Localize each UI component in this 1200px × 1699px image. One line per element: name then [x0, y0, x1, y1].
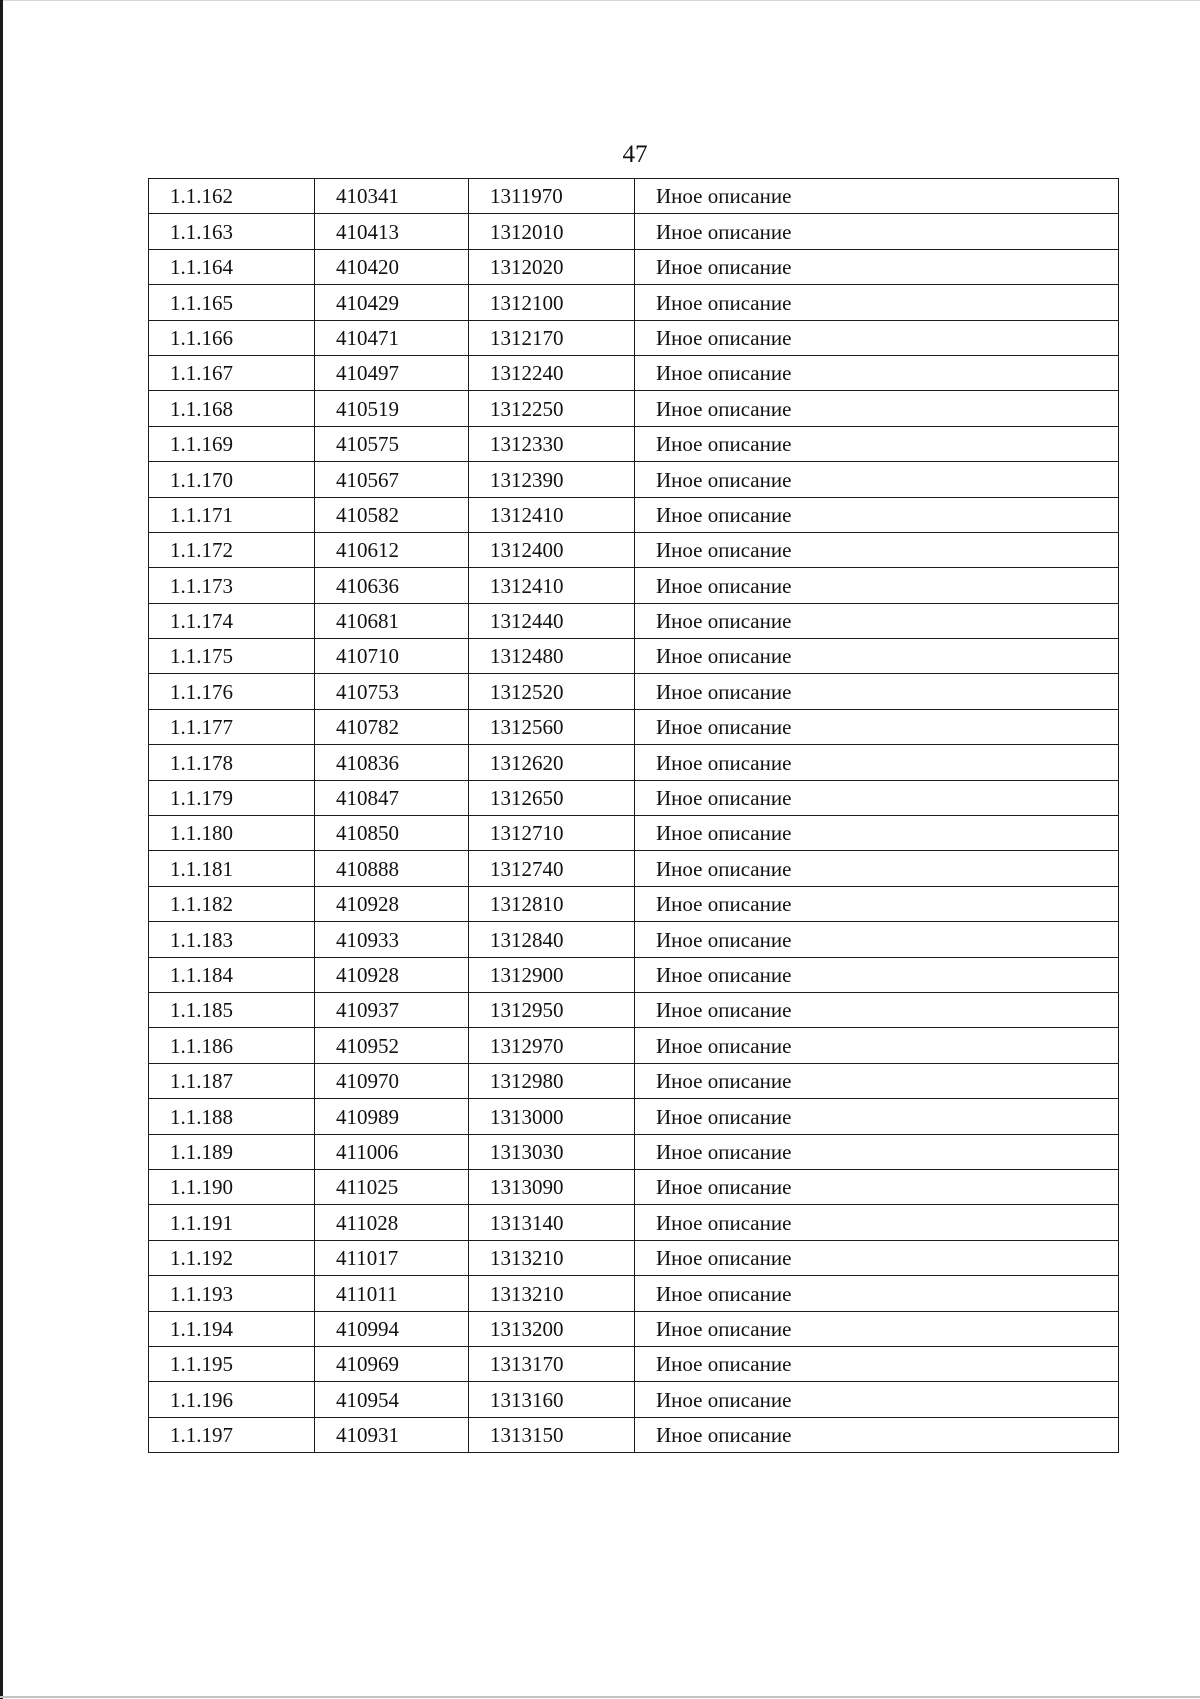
row-number-cell: 1.1.167 — [149, 355, 315, 390]
description-cell: Иное описание — [635, 780, 1119, 815]
row-number-cell: 1.1.176 — [149, 674, 315, 709]
table-row — [149, 1063, 1119, 1098]
x-coordinate-cell: 411025 — [315, 1169, 469, 1204]
row-number-cell: 1.1.163 — [149, 214, 315, 249]
x-coordinate-cell: 411011 — [315, 1276, 469, 1311]
x-coordinate-cell: 410519 — [315, 391, 469, 426]
table-row — [149, 780, 1119, 815]
y-coordinate-cell: 1313090 — [469, 1169, 635, 1204]
description-cell: Иное описание — [635, 249, 1119, 284]
row-number-cell: 1.1.182 — [149, 886, 315, 921]
row-number-cell: 1.1.187 — [149, 1063, 315, 1098]
y-coordinate-cell: 1312560 — [469, 709, 635, 744]
table-row — [149, 816, 1119, 851]
description-cell: Иное описание — [635, 674, 1119, 709]
table-row — [149, 1028, 1119, 1063]
row-number-cell: 1.1.165 — [149, 285, 315, 320]
row-number-cell: 1.1.190 — [149, 1169, 315, 1204]
x-coordinate-cell: 410420 — [315, 249, 469, 284]
y-coordinate-cell: 1312020 — [469, 249, 635, 284]
description-cell: Иное описание — [635, 745, 1119, 780]
row-number-cell: 1.1.197 — [149, 1417, 315, 1452]
table-row — [149, 639, 1119, 674]
x-coordinate-cell: 411006 — [315, 1134, 469, 1169]
table-row — [149, 1346, 1119, 1381]
y-coordinate-cell: 1312980 — [469, 1063, 635, 1098]
row-number-cell: 1.1.192 — [149, 1240, 315, 1275]
y-coordinate-cell: 1312410 — [469, 568, 635, 603]
description-cell: Иное описание — [635, 1099, 1119, 1134]
x-coordinate-cell: 410954 — [315, 1382, 469, 1417]
description-cell: Иное описание — [635, 1346, 1119, 1381]
row-number-cell: 1.1.175 — [149, 639, 315, 674]
table-row — [149, 179, 1119, 214]
table-row — [149, 922, 1119, 957]
row-number-cell: 1.1.189 — [149, 1134, 315, 1169]
description-cell: Иное описание — [635, 851, 1119, 886]
row-number-cell: 1.1.172 — [149, 532, 315, 567]
description-cell: Иное описание — [635, 1134, 1119, 1169]
y-coordinate-cell: 1312950 — [469, 992, 635, 1027]
y-coordinate-cell: 1312710 — [469, 816, 635, 851]
description-cell: Иное описание — [635, 568, 1119, 603]
x-coordinate-cell: 410612 — [315, 532, 469, 567]
description-cell: Иное описание — [635, 992, 1119, 1027]
x-coordinate-cell: 410933 — [315, 922, 469, 957]
row-number-cell: 1.1.191 — [149, 1205, 315, 1240]
x-coordinate-cell: 410994 — [315, 1311, 469, 1346]
x-coordinate-cell: 410582 — [315, 497, 469, 532]
y-coordinate-cell: 1312390 — [469, 462, 635, 497]
row-number-cell: 1.1.180 — [149, 816, 315, 851]
description-cell: Иное описание — [635, 1063, 1119, 1098]
description-cell: Иное описание — [635, 285, 1119, 320]
table-row — [149, 1205, 1119, 1240]
y-coordinate-cell: 1312410 — [469, 497, 635, 532]
description-cell: Иное описание — [635, 179, 1119, 214]
x-coordinate-cell: 410970 — [315, 1063, 469, 1098]
page-top-edge — [0, 0, 1200, 1]
row-number-cell: 1.1.195 — [149, 1346, 315, 1381]
x-coordinate-cell: 410888 — [315, 851, 469, 886]
y-coordinate-cell: 1312010 — [469, 214, 635, 249]
row-number-cell: 1.1.169 — [149, 426, 315, 461]
y-coordinate-cell: 1313210 — [469, 1276, 635, 1311]
row-number-cell: 1.1.173 — [149, 568, 315, 603]
y-coordinate-cell: 1313000 — [469, 1099, 635, 1134]
page-bottom-edge — [0, 1696, 1200, 1698]
description-cell: Иное описание — [635, 320, 1119, 355]
table-row — [149, 568, 1119, 603]
row-number-cell: 1.1.186 — [149, 1028, 315, 1063]
row-number-cell: 1.1.164 — [149, 249, 315, 284]
row-number-cell: 1.1.162 — [149, 179, 315, 214]
description-cell: Иное описание — [635, 391, 1119, 426]
table-row — [149, 603, 1119, 638]
row-number-cell: 1.1.170 — [149, 462, 315, 497]
x-coordinate-cell: 410850 — [315, 816, 469, 851]
x-coordinate-cell: 410928 — [315, 957, 469, 992]
x-coordinate-cell: 410341 — [315, 179, 469, 214]
y-coordinate-cell: 1312520 — [469, 674, 635, 709]
y-coordinate-cell: 1313200 — [469, 1311, 635, 1346]
table-row — [149, 1311, 1119, 1346]
table-row — [149, 1382, 1119, 1417]
row-number-cell: 1.1.193 — [149, 1276, 315, 1311]
description-cell: Иное описание — [635, 1311, 1119, 1346]
y-coordinate-cell: 1312240 — [469, 355, 635, 390]
table-row — [149, 497, 1119, 532]
row-number-cell: 1.1.194 — [149, 1311, 315, 1346]
y-coordinate-cell: 1312650 — [469, 780, 635, 815]
x-coordinate-cell: 410636 — [315, 568, 469, 603]
row-number-cell: 1.1.183 — [149, 922, 315, 957]
table-row — [149, 851, 1119, 886]
description-cell: Иное описание — [635, 355, 1119, 390]
description-cell: Иное описание — [635, 462, 1119, 497]
table-row — [149, 1417, 1119, 1452]
x-coordinate-cell: 410931 — [315, 1417, 469, 1452]
y-coordinate-cell: 1312480 — [469, 639, 635, 674]
table-row — [149, 355, 1119, 390]
x-coordinate-cell: 410413 — [315, 214, 469, 249]
description-cell: Иное описание — [635, 886, 1119, 921]
table-row — [149, 745, 1119, 780]
row-number-cell: 1.1.184 — [149, 957, 315, 992]
x-coordinate-cell: 410937 — [315, 992, 469, 1027]
description-cell: Иное описание — [635, 603, 1119, 638]
y-coordinate-cell: 1312740 — [469, 851, 635, 886]
page-left-edge — [0, 0, 3, 1699]
y-coordinate-cell: 1312810 — [469, 886, 635, 921]
y-coordinate-cell: 1312440 — [469, 603, 635, 638]
row-number-cell: 1.1.168 — [149, 391, 315, 426]
page-number: 47 — [622, 141, 648, 168]
x-coordinate-cell: 410497 — [315, 355, 469, 390]
description-cell: Иное описание — [635, 1276, 1119, 1311]
x-coordinate-cell: 411028 — [315, 1205, 469, 1240]
description-cell: Иное описание — [635, 816, 1119, 851]
table-row — [149, 391, 1119, 426]
row-number-cell: 1.1.177 — [149, 709, 315, 744]
x-coordinate-cell: 410575 — [315, 426, 469, 461]
x-coordinate-cell: 410928 — [315, 886, 469, 921]
x-coordinate-cell: 410836 — [315, 745, 469, 780]
row-number-cell: 1.1.185 — [149, 992, 315, 1027]
description-cell: Иное описание — [635, 532, 1119, 567]
table-row — [149, 957, 1119, 992]
y-coordinate-cell: 1312170 — [469, 320, 635, 355]
table-row — [149, 674, 1119, 709]
row-number-cell: 1.1.181 — [149, 851, 315, 886]
table-row — [149, 1099, 1119, 1134]
table-row — [149, 249, 1119, 284]
y-coordinate-cell: 1313170 — [469, 1346, 635, 1381]
y-coordinate-cell: 1312330 — [469, 426, 635, 461]
row-number-cell: 1.1.196 — [149, 1382, 315, 1417]
y-coordinate-cell: 1311970 — [469, 179, 635, 214]
x-coordinate-cell: 411017 — [315, 1240, 469, 1275]
table-row — [149, 285, 1119, 320]
table-row — [149, 886, 1119, 921]
description-cell: Иное описание — [635, 1382, 1119, 1417]
description-cell: Иное описание — [635, 1169, 1119, 1204]
description-cell: Иное описание — [635, 214, 1119, 249]
description-cell: Иное описание — [635, 426, 1119, 461]
x-coordinate-cell: 410471 — [315, 320, 469, 355]
description-cell: Иное описание — [635, 639, 1119, 674]
row-number-cell: 1.1.188 — [149, 1099, 315, 1134]
description-cell: Иное описание — [635, 1028, 1119, 1063]
coordinates-table-body — [149, 179, 1119, 1453]
table-row — [149, 532, 1119, 567]
description-cell: Иное описание — [635, 1205, 1119, 1240]
x-coordinate-cell: 410989 — [315, 1099, 469, 1134]
table-row — [149, 992, 1119, 1027]
y-coordinate-cell: 1313210 — [469, 1240, 635, 1275]
x-coordinate-cell: 410969 — [315, 1346, 469, 1381]
row-number-cell: 1.1.174 — [149, 603, 315, 638]
y-coordinate-cell: 1313030 — [469, 1134, 635, 1169]
description-cell: Иное описание — [635, 709, 1119, 744]
table-row — [149, 214, 1119, 249]
description-cell: Иное описание — [635, 1240, 1119, 1275]
table-row — [149, 1240, 1119, 1275]
table-row — [149, 1276, 1119, 1311]
table-row — [149, 320, 1119, 355]
y-coordinate-cell: 1313160 — [469, 1382, 635, 1417]
y-coordinate-cell: 1312840 — [469, 922, 635, 957]
table-row — [149, 1134, 1119, 1169]
y-coordinate-cell: 1313140 — [469, 1205, 635, 1240]
table-row — [149, 426, 1119, 461]
y-coordinate-cell: 1312100 — [469, 285, 635, 320]
row-number-cell: 1.1.171 — [149, 497, 315, 532]
y-coordinate-cell: 1312620 — [469, 745, 635, 780]
coordinates-table — [148, 178, 1119, 1453]
x-coordinate-cell: 410681 — [315, 603, 469, 638]
row-number-cell: 1.1.178 — [149, 745, 315, 780]
y-coordinate-cell: 1313150 — [469, 1417, 635, 1452]
description-cell: Иное описание — [635, 922, 1119, 957]
table-row — [149, 462, 1119, 497]
y-coordinate-cell: 1312400 — [469, 532, 635, 567]
row-number-cell: 1.1.179 — [149, 780, 315, 815]
x-coordinate-cell: 410710 — [315, 639, 469, 674]
description-cell: Иное описание — [635, 1417, 1119, 1452]
y-coordinate-cell: 1312900 — [469, 957, 635, 992]
x-coordinate-cell: 410753 — [315, 674, 469, 709]
table-row — [149, 1169, 1119, 1204]
x-coordinate-cell: 410782 — [315, 709, 469, 744]
x-coordinate-cell: 410429 — [315, 285, 469, 320]
row-number-cell: 1.1.166 — [149, 320, 315, 355]
description-cell: Иное описание — [635, 497, 1119, 532]
description-cell: Иное описание — [635, 957, 1119, 992]
x-coordinate-cell: 410952 — [315, 1028, 469, 1063]
x-coordinate-cell: 410847 — [315, 780, 469, 815]
y-coordinate-cell: 1312970 — [469, 1028, 635, 1063]
x-coordinate-cell: 410567 — [315, 462, 469, 497]
table-row — [149, 709, 1119, 744]
y-coordinate-cell: 1312250 — [469, 391, 635, 426]
